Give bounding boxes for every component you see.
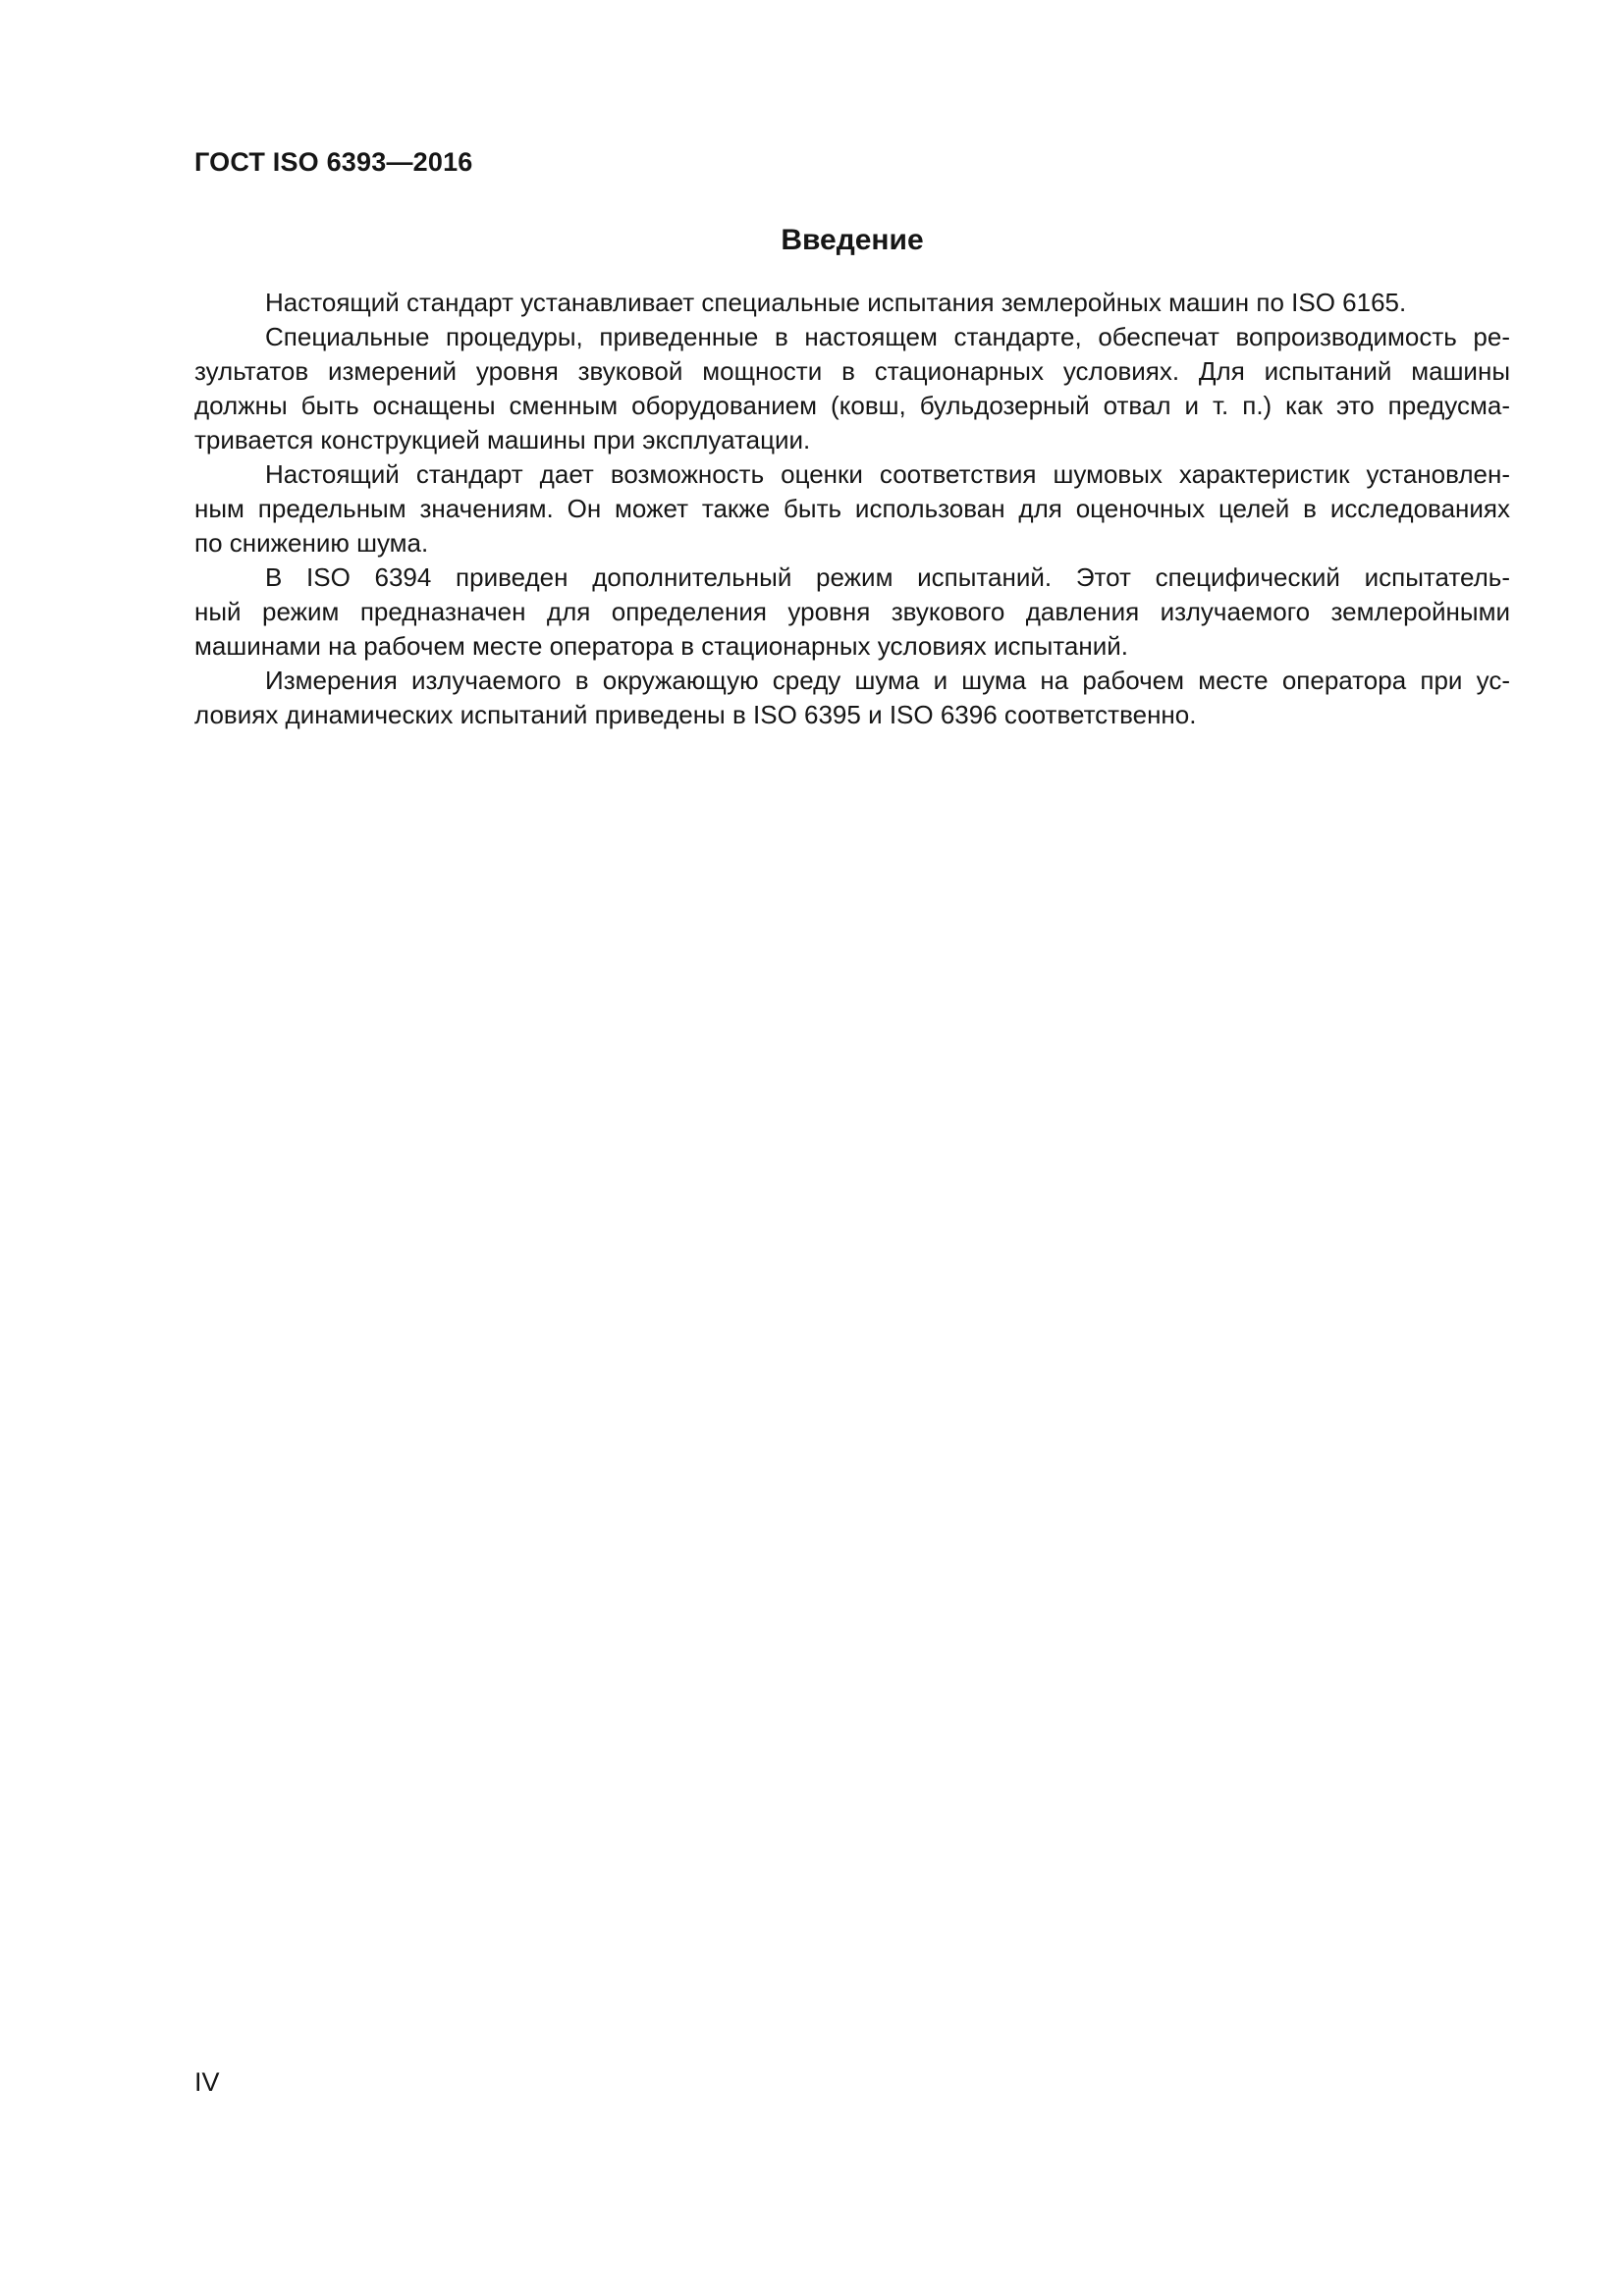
paragraph <box>194 320 1510 457</box>
text-line: машинами на рабочем месте оператора в стационарных условиях испытаний. <box>194 631 1129 661</box>
text-line: тривается конструкцией машины при эксплуатации. <box>194 425 811 454</box>
text-line: ловиях динамических испытаний приведены в ISO 6395 и ISO 6396 соответственно. <box>194 700 1197 729</box>
paragraph <box>194 286 1510 320</box>
page-number: IV <box>194 2067 220 2097</box>
text-line: ный режим предназначен для определения уровня звукового давления излучаемого землеройными <box>194 597 1510 626</box>
text-line: по снижению шума. <box>194 528 429 558</box>
text-line: Специальные процедуры, приведенные в настоящем стандарте, обеспечат вопроизводимость ре- <box>265 322 1510 351</box>
text-line: Настоящий стандарт устанавливает специальные испытания землеройных машин по ISO 6165. <box>265 288 1407 317</box>
text-line: должны быть оснащены сменным оборудованием (ковш, бульдозерный отвал и т. п.) как это предусма- <box>194 391 1510 420</box>
document-header: ГОСТ ISO 6393—2016 <box>194 147 473 177</box>
paragraph <box>194 457 1510 561</box>
text-line: Настоящий стандарт дает возможность оценки соответствия шумовых характеристик установлен- <box>265 459 1510 489</box>
text-line: В ISO 6394 приведен дополнительный режим испытаний. Этот специфический испытатель- <box>265 562 1510 592</box>
text-line: зультатов измерений уровня звуковой мощности в стационарных условиях. Для испытаний машины <box>194 356 1510 386</box>
text-line: ным предельным значениям. Он может также быть использован для оценочных целей в исследованиях <box>194 494 1510 523</box>
text-line: Измерения излучаемого в окружающую среду шума и шума на рабочем месте оператора при ус- <box>265 666 1510 695</box>
paragraph <box>194 664 1510 732</box>
body-text <box>194 286 1510 732</box>
paragraph <box>194 561 1510 664</box>
section-title: Введение <box>781 224 924 256</box>
